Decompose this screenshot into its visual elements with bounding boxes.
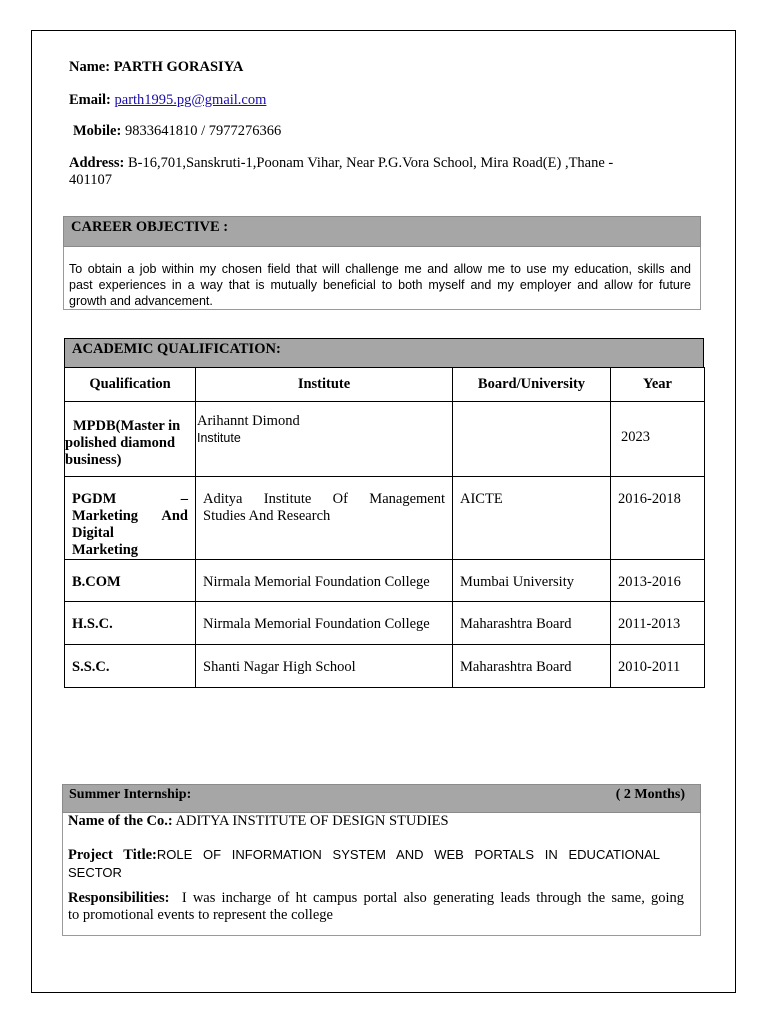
email-label: Email: xyxy=(69,92,111,108)
project-title-line1: ROLE OF INFORMATION SYSTEM AND WEB PORTALS IN EDUCATIONAL xyxy=(156,847,660,862)
qualification-value: S.S.C. xyxy=(72,659,110,675)
col-institute: Institute xyxy=(196,368,453,402)
qualification-line: Marketing xyxy=(72,542,139,558)
qualification-line: polished diamond xyxy=(65,435,176,451)
table-row xyxy=(65,560,705,602)
table-row xyxy=(65,477,705,560)
year-cell xyxy=(611,602,705,645)
year-value: 2011-2013 xyxy=(618,616,681,632)
address-label: Address: xyxy=(69,155,125,171)
board-cell xyxy=(453,560,611,602)
company-label: Name of the Co.: xyxy=(68,813,173,829)
institute-line: Aditya Institute Of Management xyxy=(203,491,445,507)
qualification-line: Marketing And xyxy=(72,508,188,524)
project-label: Project Title: xyxy=(68,847,157,863)
qualification-line: Digital xyxy=(72,525,114,541)
career-line2: past experiences in a way that is mutually beneficial to both myself and my employer and allow for future xyxy=(69,278,691,292)
col-qualification: Qualification xyxy=(65,368,196,402)
board-cell xyxy=(453,477,611,560)
qualification-cell xyxy=(65,645,196,688)
year-cell xyxy=(611,477,705,560)
institute-line: Studies And Research xyxy=(203,508,331,524)
year-value: 2016-2018 xyxy=(618,491,681,507)
qualification-cell xyxy=(65,560,196,602)
institute-value: Nirmala Memorial Foundation College xyxy=(203,574,430,590)
mobile-label: Mobile: xyxy=(73,123,122,139)
name-label: Name: xyxy=(69,59,111,75)
mobile-value: 9833641810 / 7977276366 xyxy=(124,123,282,139)
institute-cell xyxy=(196,602,453,645)
qualification-line: business) xyxy=(65,452,122,468)
qualification-line: PGDM – xyxy=(72,491,188,507)
qualification-cell xyxy=(65,402,196,477)
year-value: 2010-2011 xyxy=(618,659,681,675)
board-value: Maharashtra Board xyxy=(460,659,572,675)
board-value: Mumbai University xyxy=(460,574,574,590)
board-value: AICTE xyxy=(460,491,503,507)
board-value: Maharashtra Board xyxy=(460,616,572,632)
career-objective-heading xyxy=(63,216,701,247)
responsibilities-line2: to promotional events to represent the college xyxy=(68,907,333,923)
year-cell xyxy=(611,645,705,688)
institute-cell xyxy=(196,645,453,688)
email-line xyxy=(69,92,266,109)
qualification-value: H.S.C. xyxy=(72,616,113,632)
career-objective-text xyxy=(69,261,691,309)
responsibilities-line1: I was incharge of ht campus portal also generating leads through the same, going xyxy=(181,890,685,906)
name-value: PARTH GORASIYA xyxy=(113,59,244,75)
table-row xyxy=(65,402,705,477)
address-line xyxy=(69,155,664,172)
institute-line: Institute xyxy=(197,431,241,445)
qualification-value: B.COM xyxy=(72,574,121,590)
career-line1: To obtain a job within my chosen field that will challenge me and allow me to use my education, skills and xyxy=(69,262,691,276)
qualification-cell xyxy=(65,477,196,560)
board-cell xyxy=(453,645,611,688)
year-cell xyxy=(611,560,705,602)
board-cell xyxy=(453,602,611,645)
project-line xyxy=(68,846,660,881)
responsibilities-line xyxy=(68,890,684,924)
table-row xyxy=(65,645,705,688)
address-line1: B-16,701,Sanskruti-1,Poonam Vihar, Near P.G.Vora School, Mira Road(E) ,Thane - xyxy=(127,155,614,171)
institute-cell xyxy=(196,477,453,560)
table-header-row xyxy=(65,368,705,402)
institute-cell xyxy=(196,560,453,602)
mobile-line xyxy=(73,123,281,140)
career-heading-text: CAREER OBJECTIVE : xyxy=(71,219,229,235)
institute-value: Nirmala Memorial Foundation College xyxy=(203,616,430,632)
col-year: Year xyxy=(611,368,705,402)
institute-value: Shanti Nagar High School xyxy=(203,659,356,675)
institute-line: Arihannt Dimond xyxy=(197,413,300,429)
academic-heading xyxy=(64,338,704,368)
internship-heading-text: Summer Internship: xyxy=(69,787,192,802)
address-line2: 401107 xyxy=(69,172,112,188)
career-line3: growth and advancement. xyxy=(69,294,213,308)
qualification-line: MPDB(Master in xyxy=(73,418,181,434)
name-line xyxy=(69,59,243,76)
table-row xyxy=(65,602,705,645)
email-link[interactable]: parth1995.pg@gmail.com xyxy=(114,92,267,108)
year-value: 2023 xyxy=(621,429,650,445)
year-value: 2013-2016 xyxy=(618,574,681,590)
institute-cell xyxy=(196,402,453,477)
academic-heading-text: ACADEMIC QUALIFICATION: xyxy=(72,341,281,357)
year-cell xyxy=(611,402,705,477)
responsibilities-label: Responsibilities: xyxy=(68,890,170,906)
board-cell xyxy=(453,402,611,477)
internship-duration: ( 2 Months) xyxy=(615,787,685,802)
project-title-line2: SECTOR xyxy=(68,865,122,880)
qualification-cell xyxy=(65,602,196,645)
academic-table xyxy=(64,367,705,688)
company-line xyxy=(68,813,449,830)
internship-heading xyxy=(62,784,701,813)
col-board: Board/University xyxy=(453,368,611,402)
company-value: ADITYA INSTITUTE OF DESIGN STUDIES xyxy=(175,813,449,829)
